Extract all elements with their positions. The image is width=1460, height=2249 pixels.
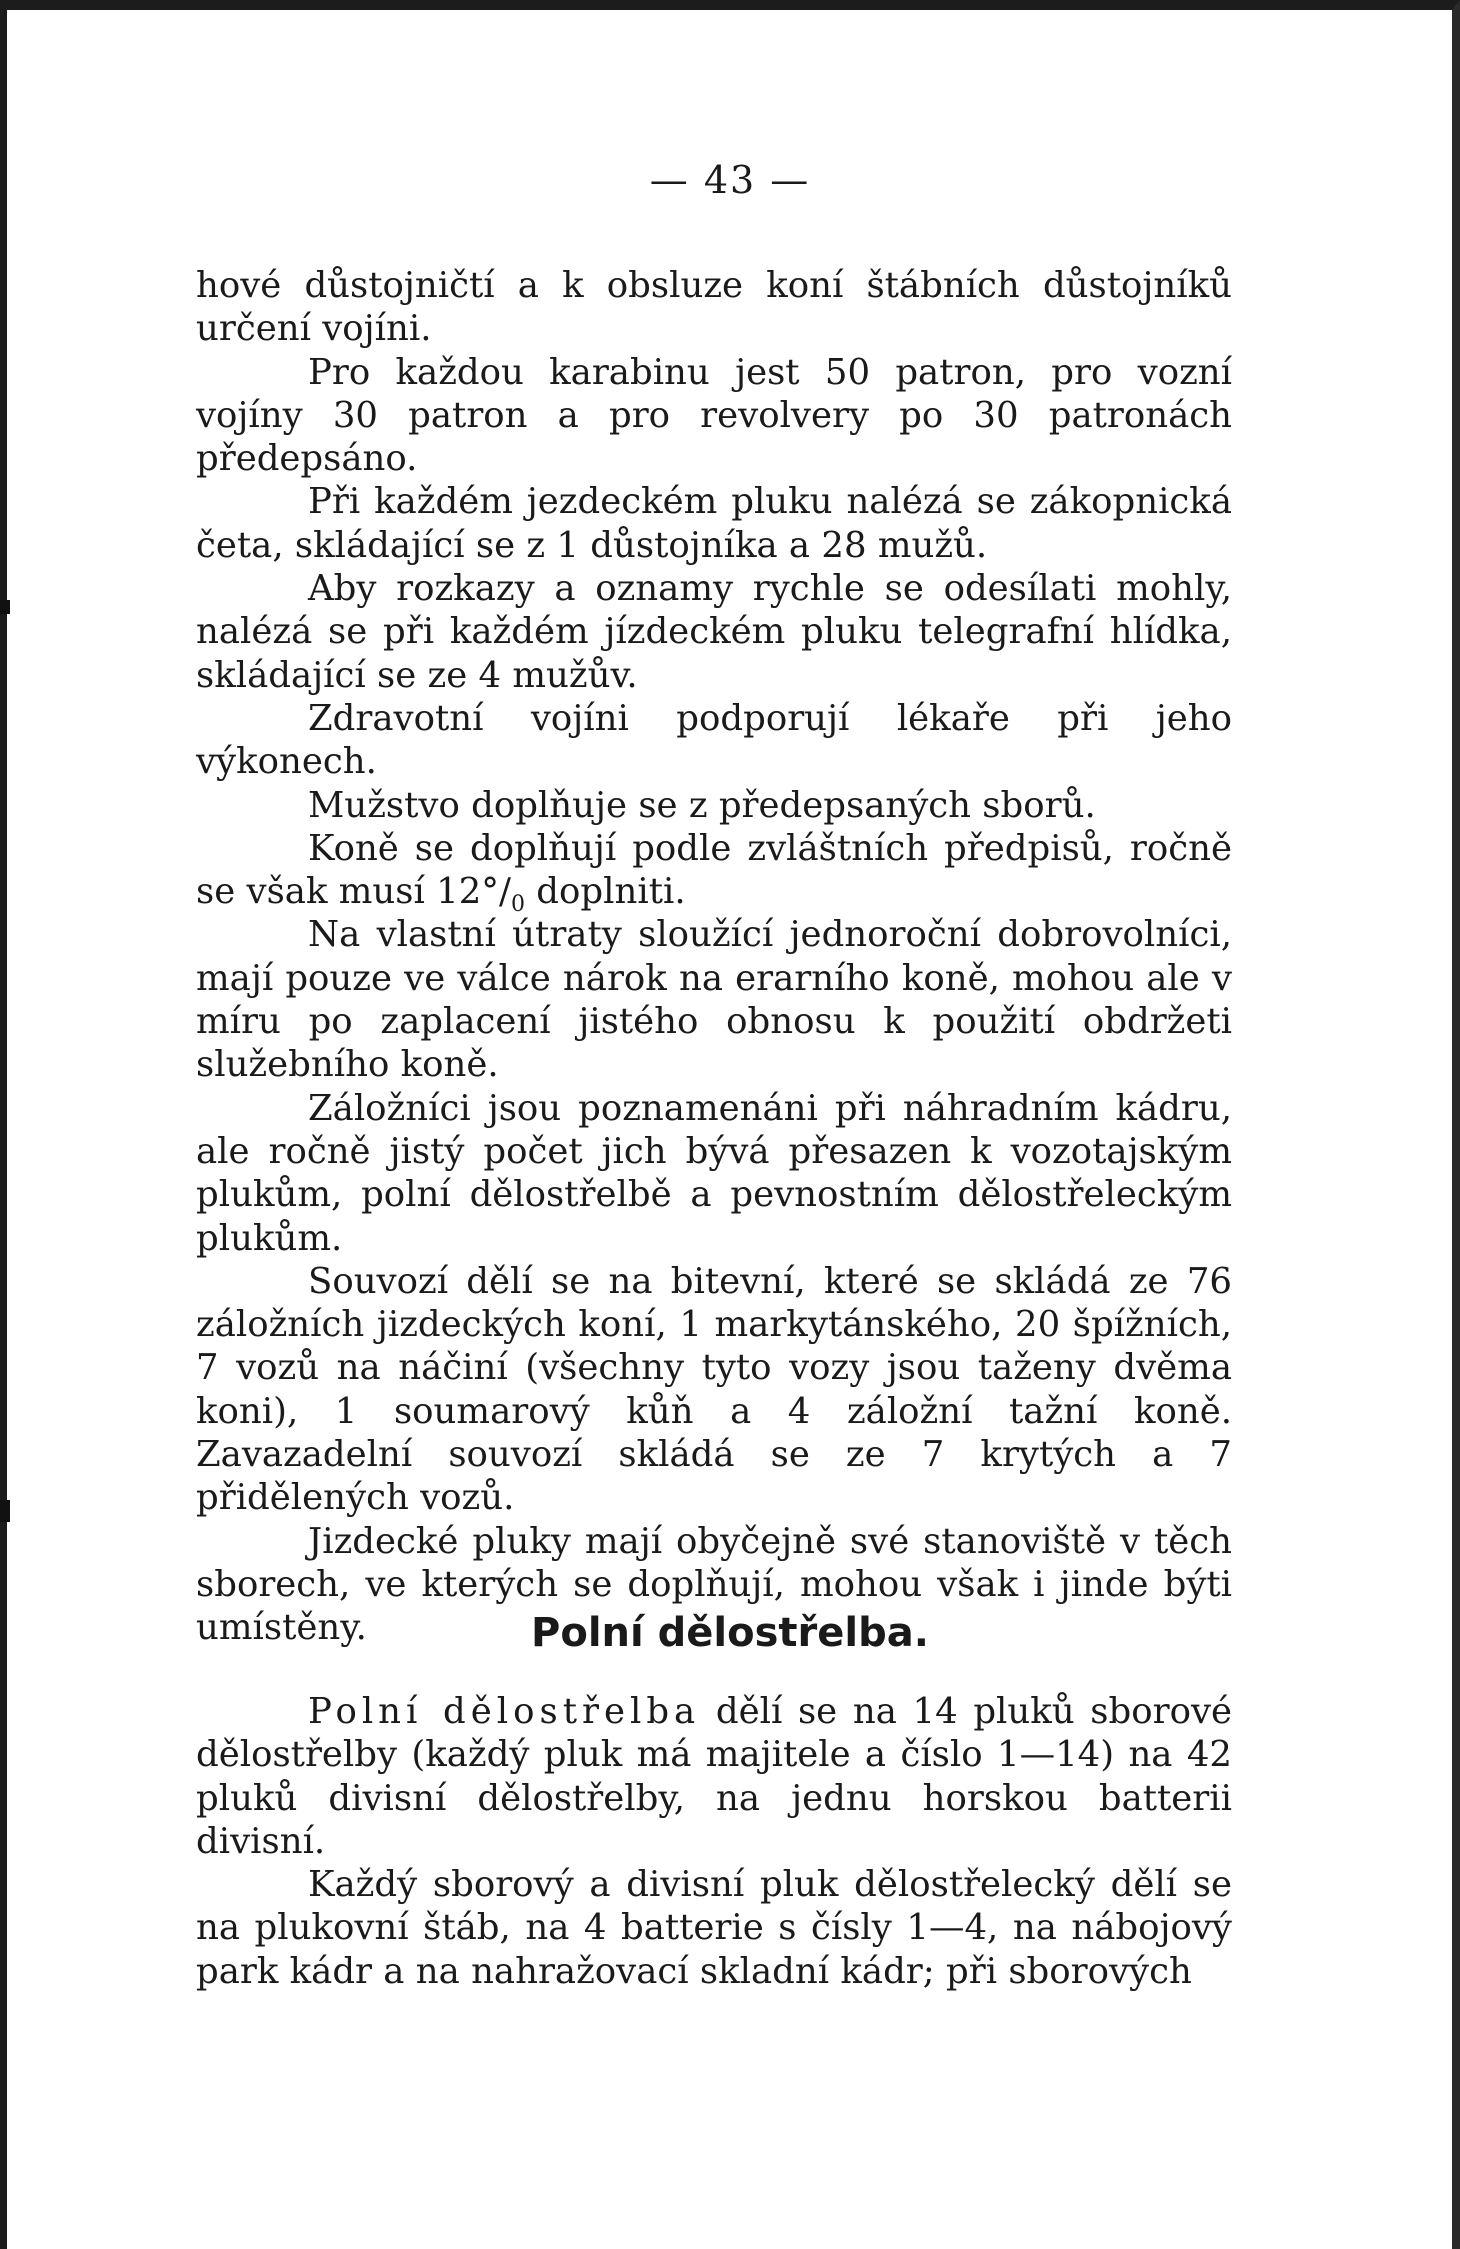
section-body-text [196, 1690, 1232, 1993]
paragraph [196, 1690, 1232, 1863]
section-heading: Polní dělostřelba. [531, 1610, 929, 1656]
percent-subscript: 0 [511, 892, 526, 918]
paragraph: Mužstvo doplňuje se z předepsaných sborů. [308, 784, 1096, 826]
lead-term: Polní dělostřelba [308, 1691, 701, 1732]
paragraph: Na vlastní útraty sloužící jednoroční dobrovolníci, mají pouze ve válce nárok na erarního koně, mohou ale v míru po zaplacení jistého obnosu k použití obdržeti služebního koně. [196, 914, 1232, 1086]
paragraph: Záložníci jsou poznamenáni při náhradním kádru, ale ročně jistý počet jich bývá přesazen k vozotajským plukům, polní dělostřelbě a pevnostním dělostřeleckým plukům. [196, 1087, 1232, 1259]
paragraph: Pro každou karabinu jest 50 patron, pro vozní vojíny 30 patron a pro revolvery po 30 patronách předepsáno. [196, 351, 1232, 480]
paragraph: Každý sborový a divisní pluk dělostřelecký dělí se na plukovní štáb, na 4 batterie s čísly 1—4, na nábojový park kádr a na nahražovací skladní kádr; při sborových [196, 1864, 1232, 1992]
paragraph: Jizdecké pluky mají obyčejně své stanoviště v těch sborech, ve kterých se doplňují, mohou však i jinde býti umístěny. [196, 1520, 1232, 1649]
paragraph: Při každém jezdeckém pluku nalézá se zákopnická četa, skládající se z 1 důstojníka a 28 mužů. [196, 481, 1232, 566]
paragraph-text: doplniti. [525, 871, 686, 913]
binding-mark [0, 1500, 10, 1522]
binding-mark [0, 600, 10, 614]
paragraph: Zdravotní vojíni podporují lékaře při jeho výkonech. [196, 697, 1232, 783]
paragraph [196, 827, 1232, 918]
paragraph: Aby rozkazy a oznamy rychle se odesílati mohly, nalézá se při každém jízdeckém pluku telegrafní hlídka, skládající se ze 4 mužův. [196, 568, 1232, 696]
paragraph-text: dělí se na 14 pluků sborové dělostřelby (každý pluk má majitele a číslo 1—14) na 42 pluků divisní dělostřelby, na jednu horskou batterii divisní. [196, 1691, 1233, 1862]
page-number: — 43 — [649, 158, 811, 202]
paragraph: Souvozí dělí se na bitevní, které se skládá ze 76 záložních jizdeckých koní, 1 markytánského, 20 špížních, 7 vozů na náčiní (všechny tyto vozy jsou taženy dvěma koni), 1 soumarový kůň a 4 záložní tažní koně. Zavazadelní souvozí skládá se ze 7 krytých a 7 přidělených vozů. [196, 1260, 1232, 1519]
paragraph-text: Koně se doplňují podle zvláštních předpisů, ročně se však musí 12°/ [196, 827, 1232, 913]
body-text [196, 264, 1232, 1650]
paragraph: hové důstojničtí a k obsluze koní štábních důstojníků určení vojíni. [196, 265, 1232, 350]
